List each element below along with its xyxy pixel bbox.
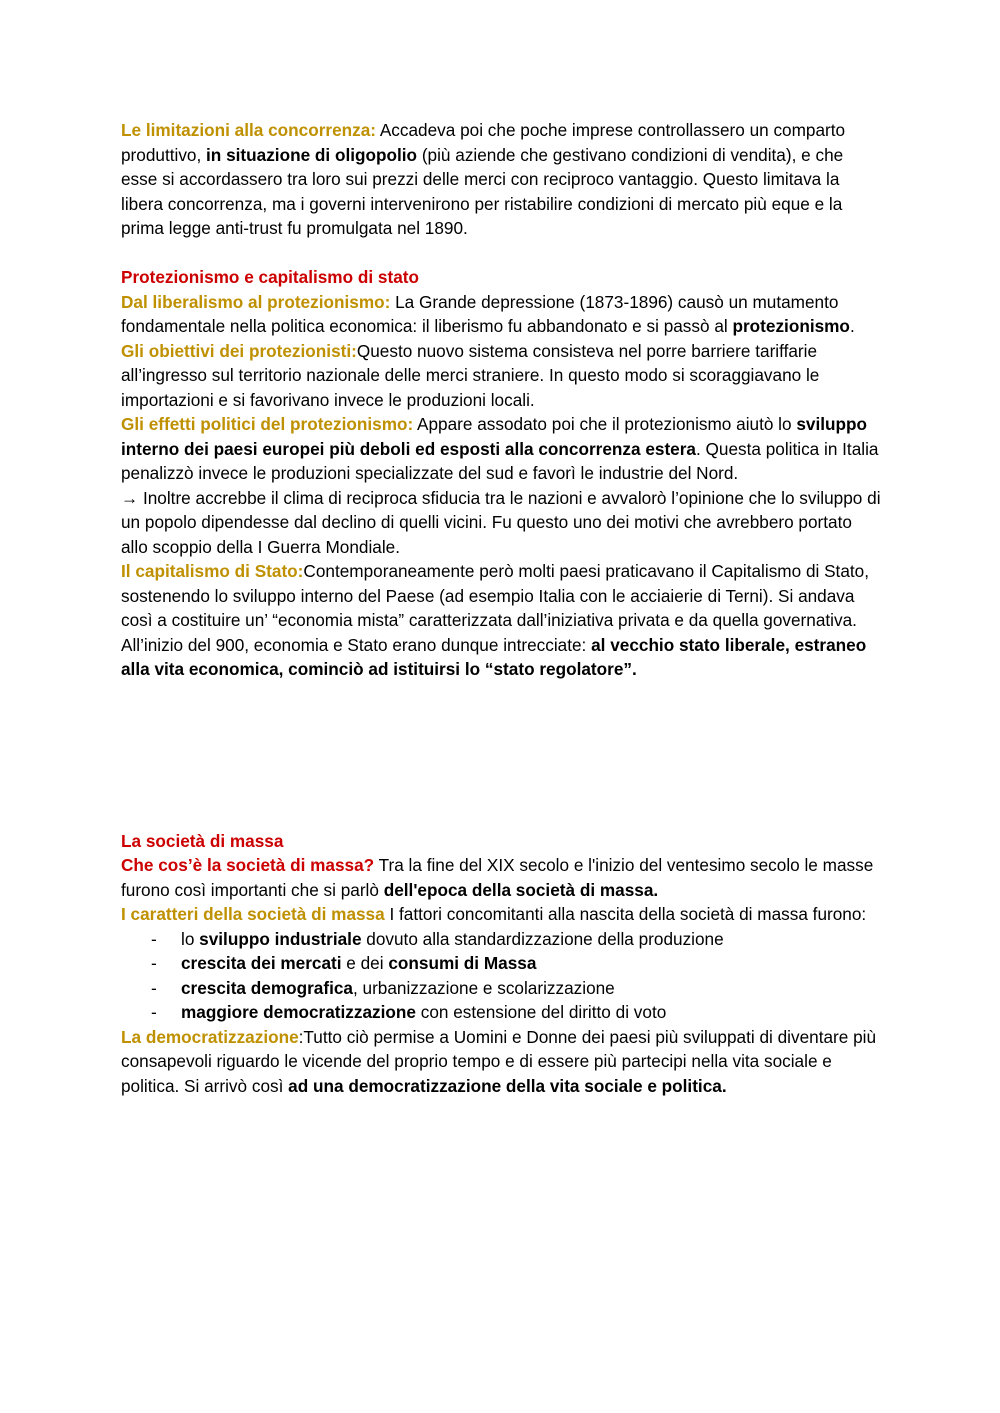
text: I fattori concomitanti alla nascita della società di massa furono:	[384, 904, 867, 924]
bold-text: consumi di Massa	[388, 953, 537, 973]
list-item	[121, 951, 881, 976]
keyword-limitazioni: Le limitazioni alla concorrenza:	[121, 120, 377, 140]
keyword-democratizzazione: La democratizzazione	[121, 1026, 299, 1047]
paragraph-democratizzazione	[121, 1025, 881, 1099]
section-title-societa-massa: La società di massa	[121, 830, 284, 851]
keyword-effetti: Gli effetti politici del protezionismo:	[121, 414, 414, 434]
paragraph-limitazioni-concorrenza	[121, 118, 881, 241]
paragraph-caratteri	[121, 902, 881, 927]
text: dovuto alla standardizzazione della produzione	[361, 928, 724, 949]
bold-text: maggiore democratizzazione	[181, 1002, 416, 1022]
keyword-obiettivi: Gli obiettivi dei protezionisti:	[121, 340, 357, 361]
factors-list	[121, 927, 881, 1025]
text: All’inizio del 900, economia e Stato erano dunque intrecciate:	[121, 634, 592, 655]
bold-text: al vecchio stato liberale, estraneo alla vita economica, cominciò ad istituirsi lo “stato regolatore”.	[121, 634, 867, 679]
keyword-capitalismo: Il capitalismo di Stato:	[121, 561, 304, 581]
text: .	[849, 316, 855, 336]
bullet-dash: -	[151, 1002, 157, 1022]
bullet-dash: -	[151, 953, 157, 973]
bold-text: crescita dei mercati	[181, 953, 342, 973]
paragraph-sfiducia-guerra: → Inoltre accrebbe il clima di reciproca sfiducia tra le nazioni e avvalorò l’opinione che lo sviluppo di un popolo dipendesse dal declino di quelli vicini. Fu questo uno dei motivi che avrebbero portato allo scoppio della I Guerra Mondiale.	[121, 487, 881, 557]
document-page	[121, 118, 881, 1098]
keyword-liberalismo: Dal liberalismo al protezionismo:	[121, 291, 391, 312]
keyword-caratteri: I caratteri della società di massa	[121, 904, 385, 924]
section-title-protezionismo: Protezionismo e capitalismo di stato	[121, 267, 419, 287]
bullet-dash: -	[151, 977, 157, 998]
bold-text: sviluppo interno dei paesi europei più deboli ed esposti alla concorrenza estera	[121, 414, 868, 459]
text: :Tutto ciò permise a Uomini e Donne dei paesi più sviluppati di diventare più consapevoli riguardo le vicende del proprio tempo e di essere più partecipi nella vita sociale e politica. Si arrivò così	[121, 1026, 877, 1096]
bullet-dash: -	[151, 928, 157, 949]
paragraph-obiettivi-protezionisti	[121, 339, 881, 413]
list-item	[121, 927, 881, 952]
paragraph-capitalismo-stato	[121, 559, 881, 633]
paragraph-che-cos-e	[121, 853, 881, 902]
text: Appare assodato poi che il protezionismo aiutò lo	[413, 414, 797, 434]
bold-text: sviluppo industriale	[199, 928, 362, 949]
bold-text: protezionismo	[732, 316, 850, 336]
bold-text: crescita demografica	[181, 977, 353, 998]
text: lo	[181, 928, 200, 949]
text: Tra la fine del XIX secolo e l'inizio del ventesimo secolo le masse furono così importanti che si parlò	[121, 855, 874, 900]
text: La Grande depressione (1873-1896) causò un mutamento fondamentale nella politica economica: il liberismo fu abbandonato e si passò al	[121, 291, 839, 336]
list-item	[121, 1000, 881, 1025]
text: Questo nuovo sistema consisteva nel porre barriere tariffarie all’ingresso sul territorio nazionale delle merci straniere. In questo modo si scoraggiavano le importazioni e si favorivano invece le produzioni locali.	[121, 340, 820, 410]
keyword-che-cos-e: Che cos’è la società di massa?	[121, 855, 375, 875]
paragraph-effetti-politici	[121, 412, 881, 486]
spacer	[121, 682, 881, 829]
paragraph-stato-regolatore	[121, 633, 881, 682]
spacer	[121, 241, 881, 266]
paragraph-liberalismo-protezionismo	[121, 290, 881, 339]
text: . Questa politica in Italia penalizzò invece le produzioni specializzate del sud e favorì le industrie del Nord.	[121, 438, 879, 483]
text: (più aziende che gestivano condizioni di vendita), e che esse si accordassero tra loro sui prezzi delle merci con reciproco vantaggio. Questo limitava la libera concorrenza, ma i governi intervenirono per ristabilire condizioni di mercato più eque e la prima legge anti-trust fu promulgata nel 1890.	[121, 144, 844, 238]
bold-text: in situazione di oligopolio	[206, 144, 418, 165]
text: e dei	[341, 953, 389, 973]
bold-text: ad una democratizzazione della vita sociale e politica.	[288, 1075, 727, 1096]
text: con estensione del diritto di voto	[415, 1002, 667, 1022]
text: Accadeva poi che poche imprese controllassero un comparto produttivo,	[121, 120, 846, 165]
bold-text: dell'epoca della società di massa.	[383, 879, 659, 900]
text: Contemporaneamente però molti paesi praticavano il Capitalismo di Stato, sostenendo lo sviluppo interno del Paese (ad esempio Italia con le acciaierie di Terni). Si andava così a costituire un’ “economia mista” caratterizzata dall’iniziativa privata e da quella governativa.	[121, 561, 869, 630]
text: , urbanizzazione e scolarizzazione	[352, 977, 615, 998]
list-item	[121, 976, 881, 1001]
